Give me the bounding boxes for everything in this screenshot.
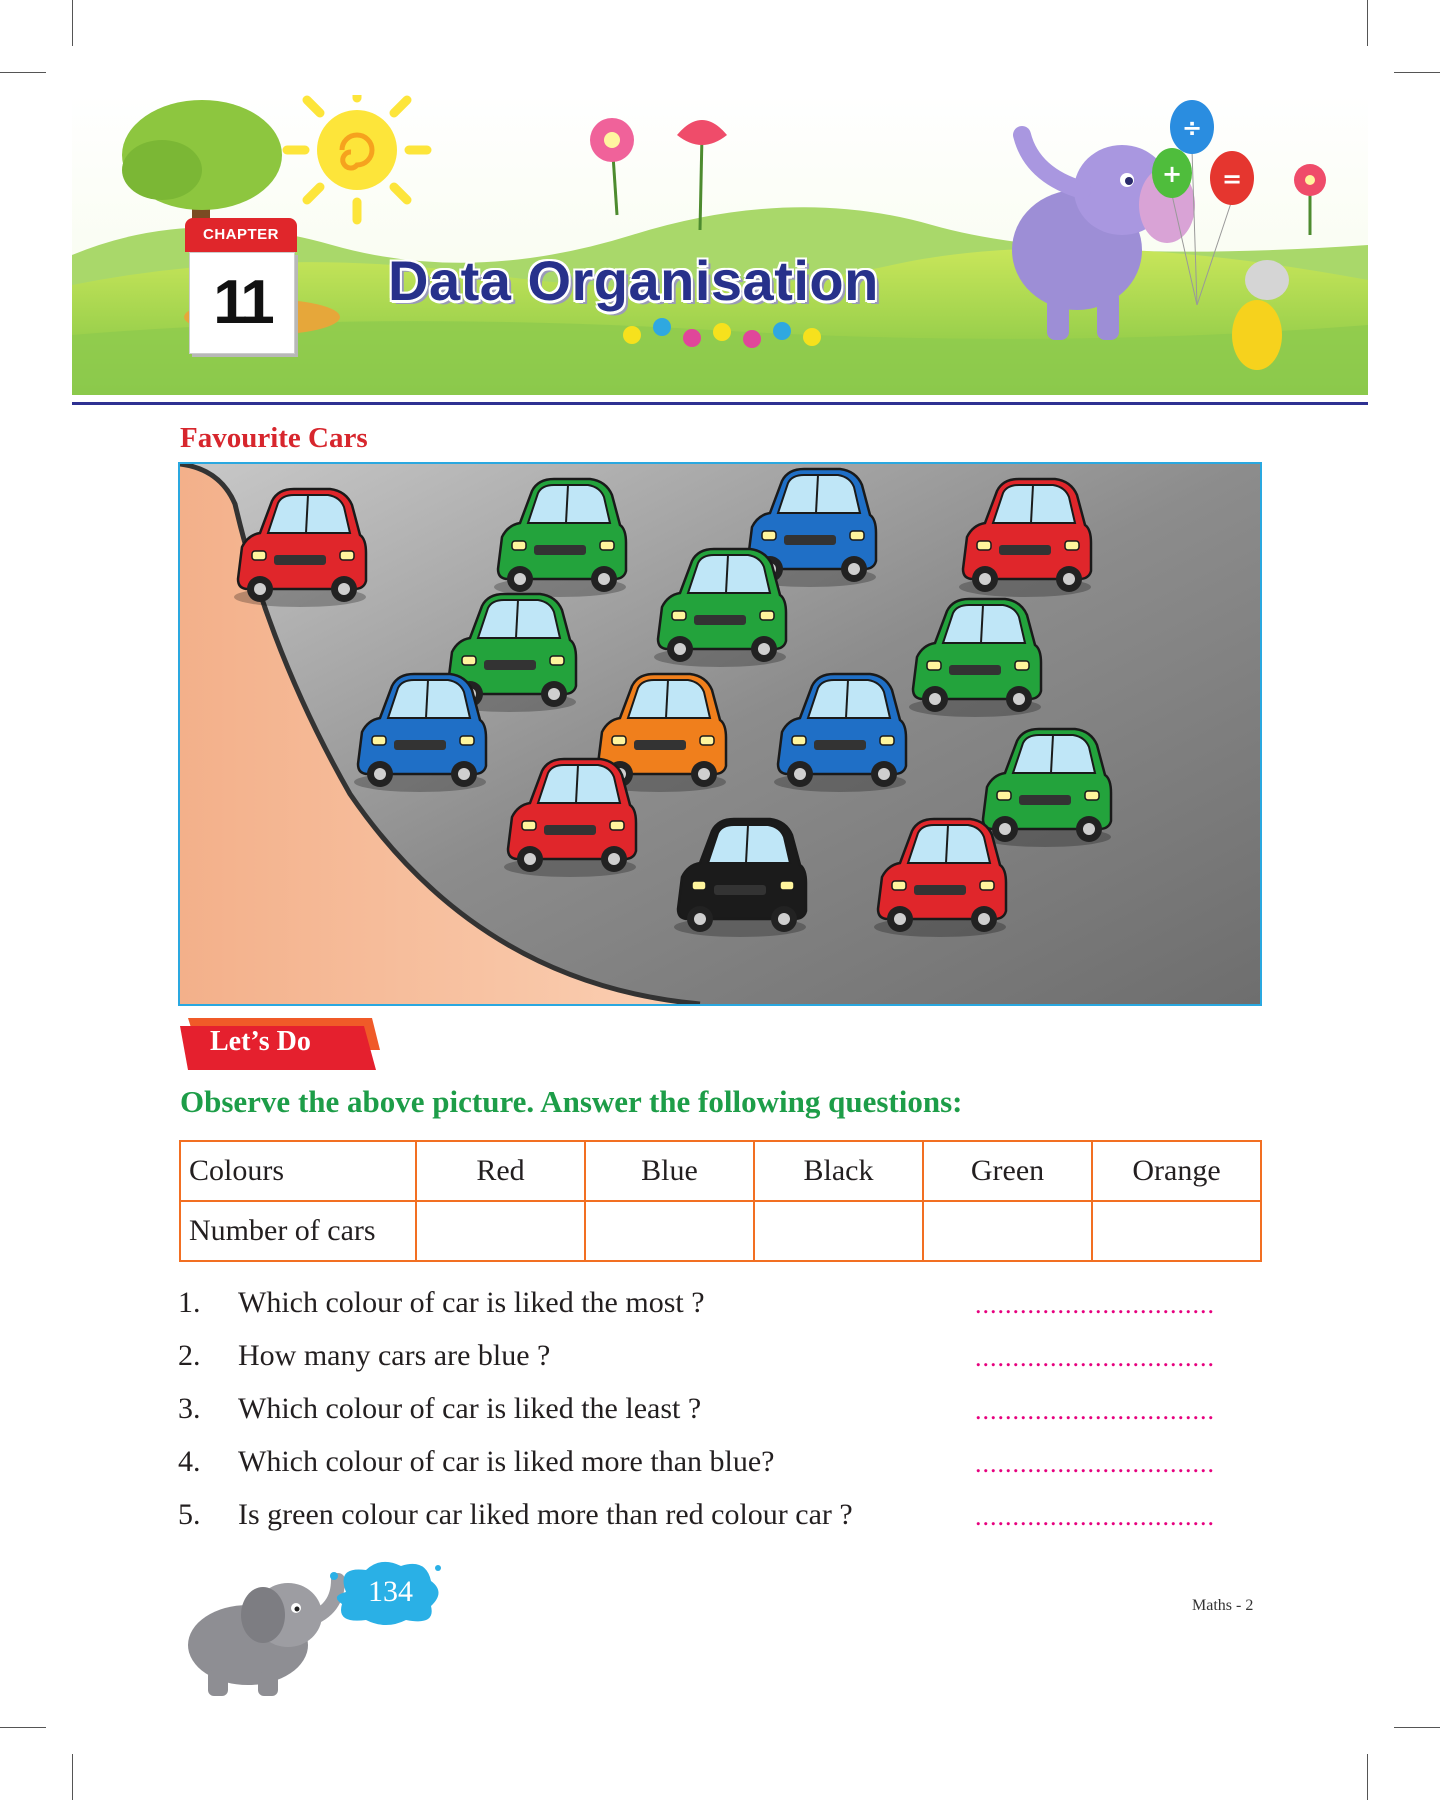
count-cell[interactable] [416, 1201, 585, 1261]
count-cell[interactable] [923, 1201, 1092, 1261]
chapter-number: 11 [189, 252, 295, 354]
section-heading: Favourite Cars [180, 422, 368, 454]
svg-text:+: + [1161, 160, 1183, 188]
column-header: Blue [585, 1141, 754, 1201]
car-colour-table [179, 1140, 1262, 1262]
crop-mark [72, 0, 73, 46]
row-header: Number of cars [180, 1201, 416, 1261]
column-header: Green [923, 1141, 1092, 1201]
crop-mark [0, 1727, 46, 1728]
chapter-calendar [185, 218, 297, 358]
svg-text:÷: ÷ [1181, 114, 1203, 142]
header-divider [72, 402, 1368, 405]
crop-mark [1367, 1754, 1368, 1800]
answer-blank[interactable]: ................................ [975, 1396, 1215, 1425]
question-item [178, 1286, 705, 1320]
question-item [178, 1445, 774, 1479]
crop-mark [0, 72, 46, 73]
question-item [178, 1339, 550, 1373]
lets-do-label: Let’s Do [210, 1026, 311, 1057]
question-number: 5. [178, 1498, 201, 1531]
chapter-label: CHAPTER [185, 218, 297, 252]
crop-mark [1394, 1727, 1440, 1728]
question-text: Is green colour car liked more than red colour car ? [238, 1498, 853, 1531]
favourite-cars-picture [178, 462, 1262, 1006]
crop-mark [72, 1754, 73, 1800]
question-item [178, 1392, 701, 1426]
page-number: 134 [368, 1575, 413, 1608]
column-header: Black [754, 1141, 923, 1201]
column-header: Red [416, 1141, 585, 1201]
question-number: 2. [178, 1339, 201, 1372]
row-header: Colours [180, 1141, 416, 1201]
table-row [180, 1201, 1261, 1261]
count-cell[interactable] [754, 1201, 923, 1261]
answer-blank[interactable]: ................................ [975, 1502, 1215, 1531]
count-cell[interactable] [1092, 1201, 1261, 1261]
table-row [180, 1141, 1261, 1201]
crop-mark [1394, 72, 1440, 73]
question-text: Which colour of car is liked more than blue? [238, 1445, 775, 1478]
answer-blank[interactable]: ................................ [975, 1449, 1215, 1478]
question-text: Which colour of car is liked the least ? [238, 1392, 702, 1425]
answer-blank[interactable]: ................................ [975, 1343, 1215, 1372]
count-cell[interactable] [585, 1201, 754, 1261]
book-series-label: Maths - 2 [1192, 1597, 1254, 1614]
column-header: Orange [1092, 1141, 1261, 1201]
chapter-title: Data Organisation [388, 249, 879, 312]
svg-text:=: = [1221, 165, 1243, 193]
answer-blank[interactable]: ................................ [975, 1290, 1215, 1319]
question-text: Which colour of car is liked the most ? [238, 1286, 705, 1319]
question-text: How many cars are blue ? [238, 1339, 551, 1372]
lets-do-badge [180, 1016, 380, 1072]
crop-mark [1367, 0, 1368, 46]
question-item [178, 1498, 853, 1532]
instruction-text: Observe the above picture. Answer the following questions: [180, 1084, 963, 1119]
question-number: 4. [178, 1445, 201, 1478]
question-number: 1. [178, 1286, 201, 1319]
question-number: 3. [178, 1392, 201, 1425]
